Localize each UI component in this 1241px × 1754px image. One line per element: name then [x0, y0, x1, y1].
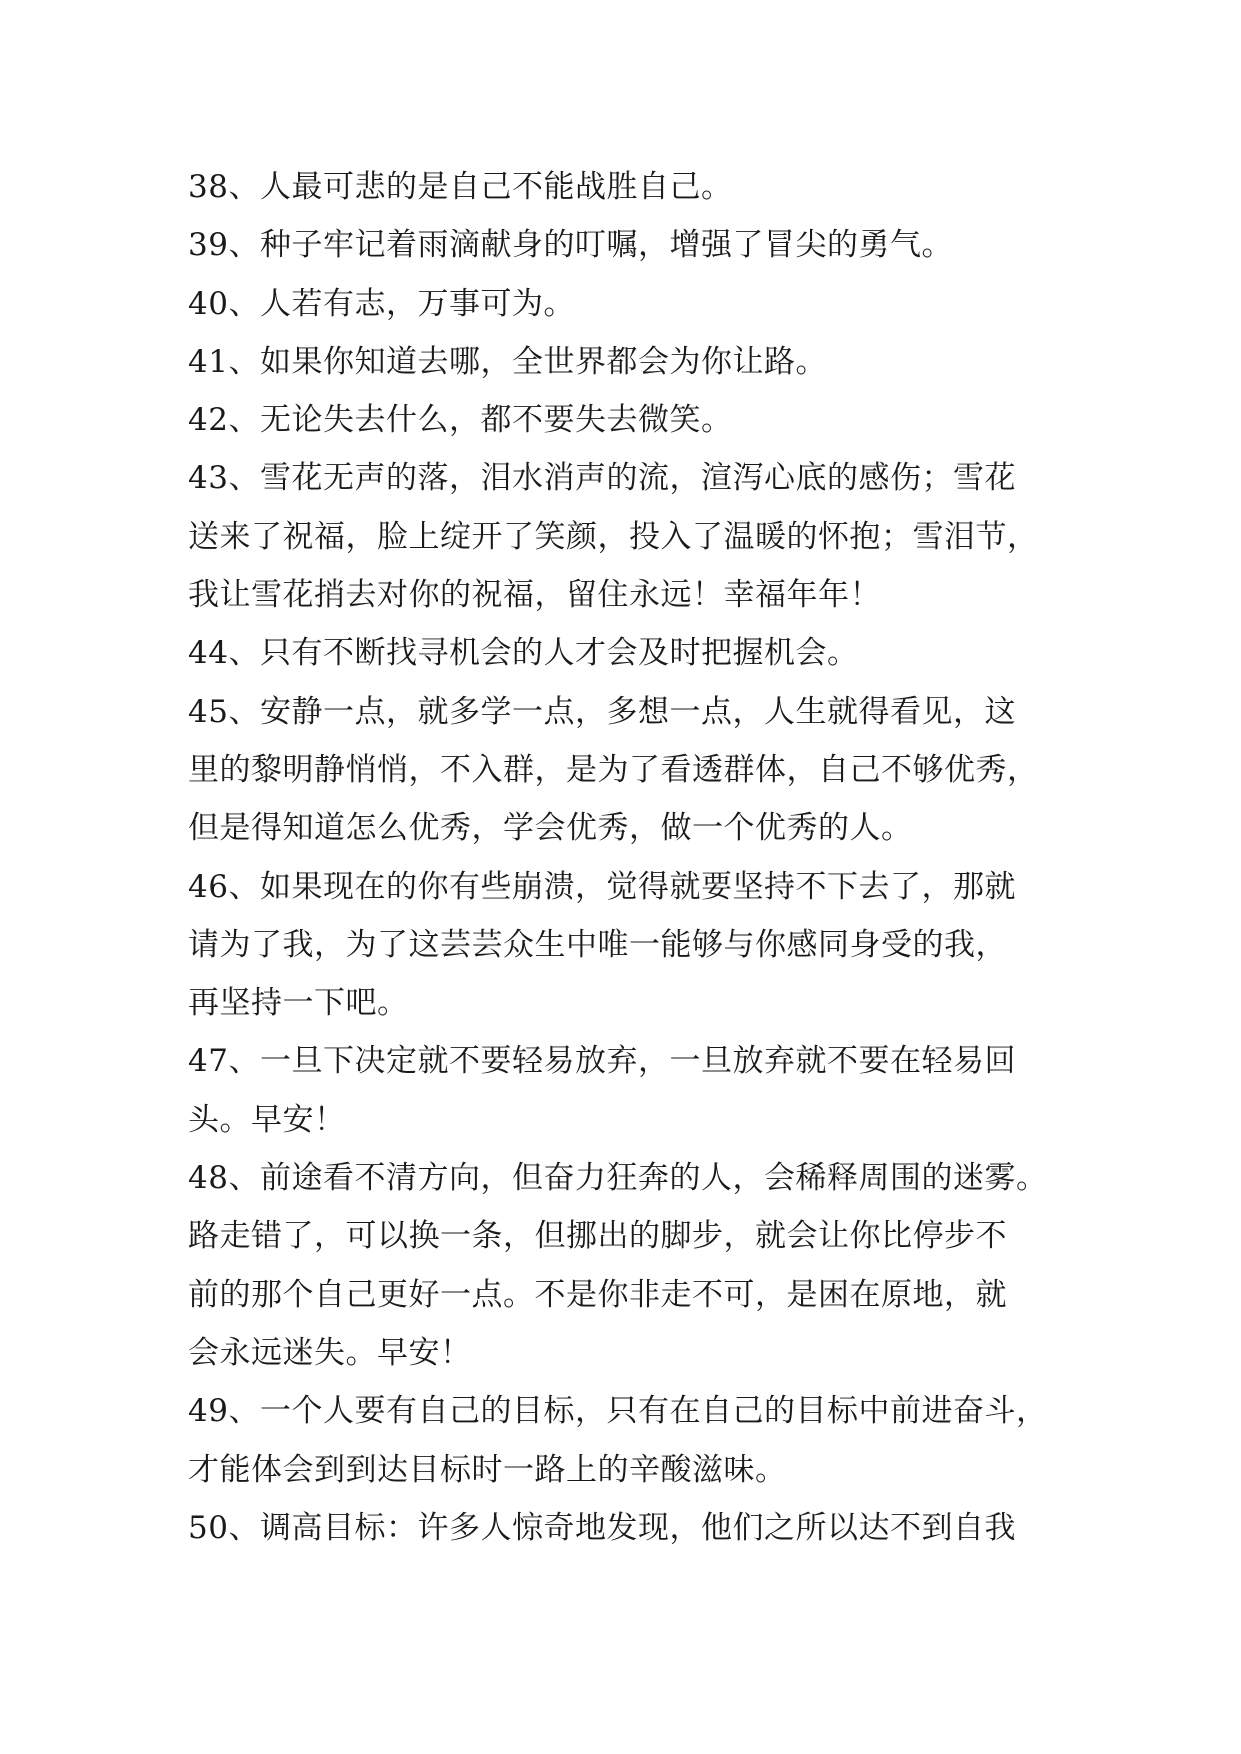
text-line: 50、调高目标：许多人惊奇地发现，他们之所以达不到自我	[188, 1509, 1016, 1546]
text-line: 43、雪花无声的落，泪水消声的流，渲泻心底的感伤；雪花	[188, 460, 1016, 497]
text-line: 49、一个人要有自己的目标，只有在自己的目标中前进奋斗，	[188, 1393, 1048, 1430]
text-line: 45、安静一点，就多学一点，多想一点，人生就得看见，这	[188, 693, 1016, 730]
text-line: 46、如果现在的你有些崩溃，觉得就要坚持不下去了，那就	[188, 868, 1016, 905]
text-line: 42、无论失去什么，都不要失去微笑。	[188, 402, 733, 439]
text-line: 41、如果你知道去哪，全世界都会为你让路。	[188, 343, 827, 380]
text-line: 路走错了，可以换一条，但挪出的脚步，就会让你比停步不	[188, 1218, 1007, 1255]
text-line: 我让雪花捎去对你的祝福，留住永远！幸福年年！	[188, 577, 881, 614]
text-line: 39、种子牢记着雨滴献身的叮嘱，增强了冒尖的勇气。	[188, 227, 953, 264]
text-line: 才能体会到到达目标时一路上的辛酸滋味。	[188, 1451, 787, 1488]
text-line: 送来了祝福，脸上绽开了笑颜，投入了温暖的怀抱；雪泪节，	[188, 518, 1039, 555]
text-line: 44、只有不断找寻机会的人才会及时把握机会。	[188, 635, 859, 672]
text-line: 47、一旦下决定就不要轻易放弃，一旦放弃就不要在轻易回	[188, 1043, 1016, 1080]
text-line: 再坚持一下吧。	[188, 985, 409, 1022]
text-line: 38、人最可悲的是自己不能战胜自己。	[188, 169, 733, 205]
text-line: 40、人若有志，万事可为。	[188, 285, 575, 322]
text-line: 头。早安！	[188, 1101, 346, 1138]
text-line: 里的黎明静悄悄，不入群，是为了看透群体，自己不够优秀，	[188, 751, 1039, 788]
text-line: 会永远迷失。早安！	[188, 1334, 472, 1371]
document-body	[188, 158, 1068, 1557]
text-line: 但是得知道怎么优秀，学会优秀，做一个优秀的人。	[188, 810, 913, 847]
text-line: 48、前途看不清方向，但奋力狂奔的人，会稀释周围的迷雾。	[188, 1160, 1048, 1197]
text-line: 前的那个自己更好一点。不是你非走不可，是困在原地，就	[188, 1276, 1007, 1313]
text-line: 请为了我，为了这芸芸众生中唯一能够与你感同身受的我，	[188, 926, 1007, 963]
